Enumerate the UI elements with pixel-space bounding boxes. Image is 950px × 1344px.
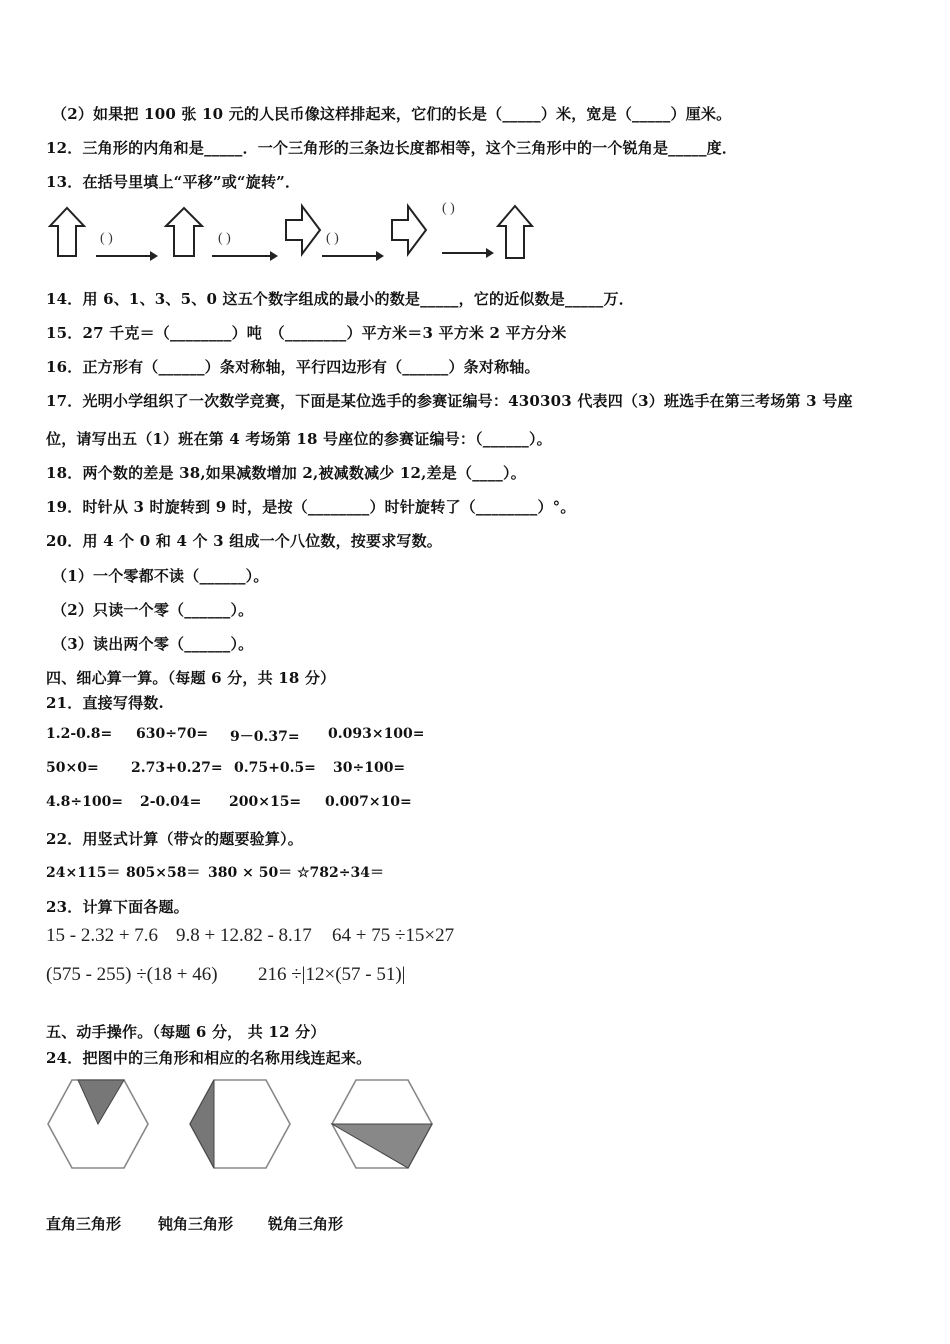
obtuse-triangle-shape	[190, 1080, 214, 1168]
blank-3: ( )	[326, 231, 339, 246]
hexagon-figure-1	[46, 1078, 150, 1170]
expression: 15 - 2.32 + 7.6	[46, 925, 159, 946]
q15: 15．27 千克＝（________）吨 （________）平方米＝3 平方米 2 平方分米	[46, 324, 567, 342]
hexagon-figure-3	[330, 1078, 434, 1170]
calc-item: 2.73+0.27=	[131, 760, 223, 776]
q21: 21．直接写得数.	[46, 694, 164, 712]
hexagon-figure-2	[188, 1078, 292, 1170]
q13: 13．在括号里填上“平移”或“旋转”．	[46, 173, 301, 191]
calc-item: 0.75+0.5=	[234, 760, 316, 776]
label-obtuse-triangle: 钝角三角形	[158, 1215, 234, 1233]
calc-item: 0.093×100=	[328, 726, 425, 742]
q14: 14．用 6、1、3、5、0 这五个数字组成的最小的数是_____，它的近似数是_____万．	[46, 290, 634, 308]
vertical-calc-item: 805×58＝	[126, 865, 201, 881]
label-acute-triangle: 锐角三角形	[268, 1215, 344, 1233]
expression: 9.8 + 12.82 - 8.17	[176, 925, 312, 946]
q11-part2: （2）如果把 100 张 10 元的人民币像这样排起来，它们的长是（_____）米，宽是（_____）厘米。	[52, 105, 732, 123]
right-arrow-shape	[286, 206, 320, 254]
q20-part1: （1）一个零都不读（______）。	[52, 567, 269, 585]
expression: 216 ÷|12×(57 - 51)|	[258, 964, 406, 985]
calc-item: 9－0.37=	[230, 729, 300, 745]
calc-item: 630÷70=	[136, 726, 209, 742]
q23: 23．计算下面各题。	[46, 898, 189, 916]
up-arrow-shape	[498, 206, 532, 258]
blank-2: ( )	[218, 231, 231, 246]
right-triangle-shape	[332, 1124, 432, 1168]
vertical-calc-item: ☆782÷34＝	[297, 865, 384, 881]
q12: 12．三角形的内角和是_____．一个三角形的三条边长度都相等，这个三角形中的一个锐角是_____度．	[46, 139, 738, 157]
label-right-triangle: 直角三角形	[46, 1215, 122, 1233]
blank-4: ( )	[442, 201, 455, 216]
arrowhead-icon	[486, 248, 494, 258]
right-arrow-shape	[392, 206, 426, 254]
calc-item: 30÷100=	[333, 760, 406, 776]
q24: 24．把图中的三角形和相应的名称用线连起来。	[46, 1049, 372, 1067]
acute-triangle-shape	[78, 1080, 124, 1124]
expression: 64 + 75 ÷15×27	[332, 925, 455, 946]
vertical-calc-item: 24×115＝	[46, 865, 121, 881]
q20-part3: （3）读出两个零（______）。	[52, 635, 254, 653]
calc-item: 2-0.04=	[140, 794, 202, 810]
calc-item: 4.8÷100=	[46, 794, 124, 810]
calc-item: 1.2-0.8=	[46, 726, 113, 742]
q20: 20．用 4 个 0 和 4 个 3 组成一个八位数，按要求写数。	[46, 532, 443, 550]
up-arrow-shape	[166, 208, 202, 256]
q13-figure	[44, 198, 544, 268]
arrowhead-icon	[270, 251, 278, 261]
q17-line1: 17．光明小学组织了一次数学竞赛，下面是某位选手的参赛证编号：430303 代表四（3）班选手在第三考场第 3 号座	[46, 392, 853, 410]
expression: (575 - 255) ÷(18 + 46)	[46, 964, 218, 985]
q17-line2: 位，请写出五（1）班在第 4 考场第 18 号座位的参赛证编号：（______）。	[46, 430, 552, 448]
q16: 16．正方形有（______）条对称轴，平行四边形有（______）条对称轴。	[46, 358, 540, 376]
calc-item: 200×15=	[229, 794, 302, 810]
arrowhead-icon	[376, 251, 384, 261]
q22: 22．用竖式计算（带☆的题要验算）。	[46, 830, 303, 848]
calc-item: 0.007×10=	[325, 794, 412, 810]
arrowhead-icon	[150, 251, 158, 261]
blank-1: ( )	[100, 231, 113, 246]
section-5-heading: 五、动手操作。（每题 6 分， 共 12 分）	[46, 1023, 326, 1041]
vertical-calc-item: 380 × 50＝	[208, 865, 293, 881]
up-arrow-shape	[50, 208, 84, 256]
q20-part2: （2）只读一个零（______）。	[52, 601, 254, 619]
q18: 18．两个数的差是 38,如果减数增加 2,被减数减少 12,差是（____）。	[46, 464, 526, 482]
calc-item: 50×0=	[46, 760, 99, 776]
section-4-heading: 四、细心算一算。（每题 6 分，共 18 分）	[46, 669, 336, 687]
q19: 19．时针从 3 时旋转到 9 时，是按（________）时针旋转了（________）°。	[46, 498, 576, 516]
